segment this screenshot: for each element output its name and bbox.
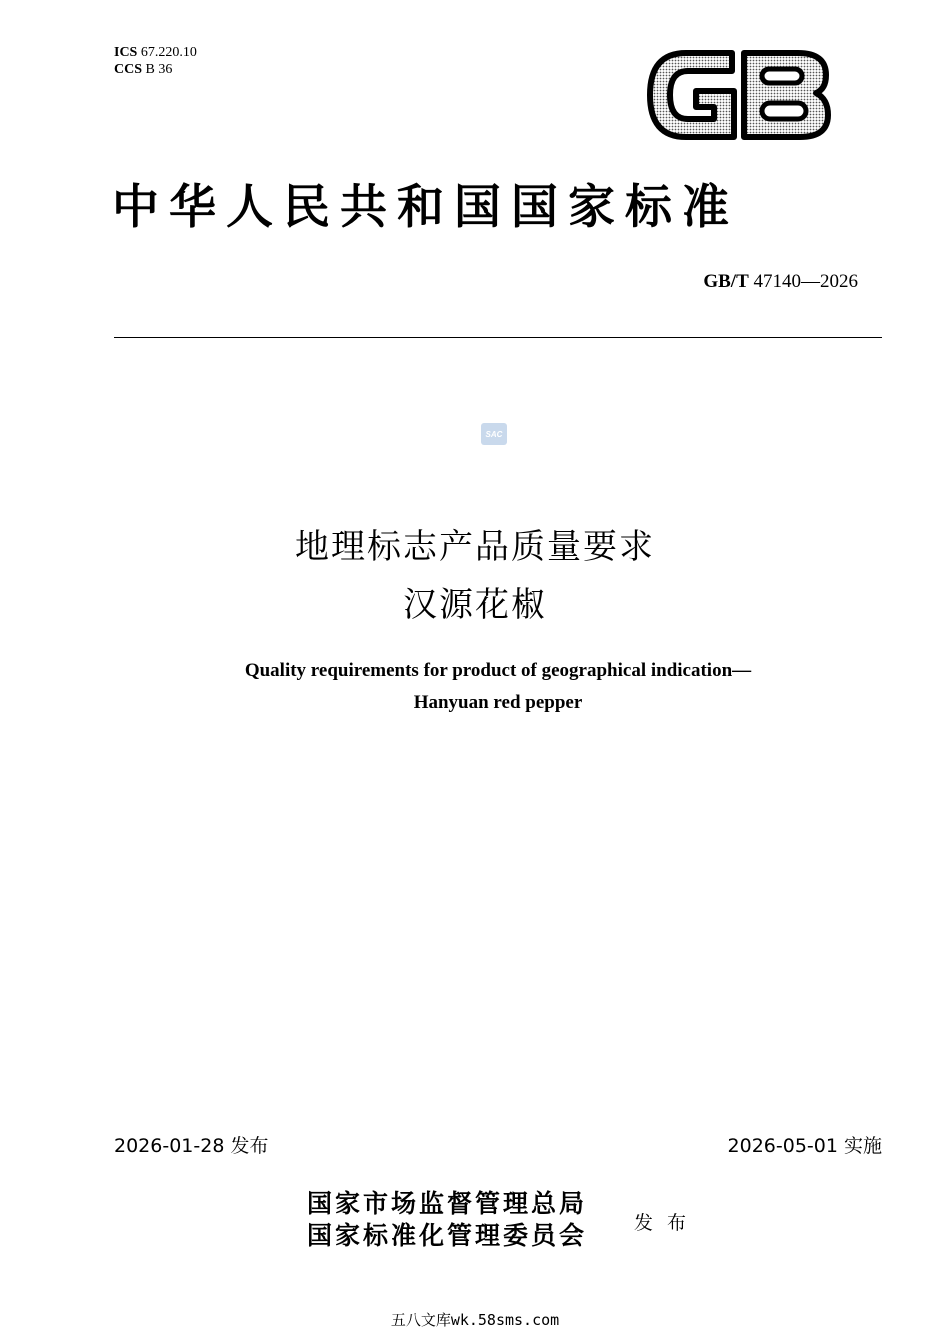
- ics-line: [114, 44, 197, 61]
- title-en-line2: Hanyuan red pepper: [413, 692, 583, 713]
- sac-logo-icon: [480, 422, 508, 446]
- issuer-1: 国家市场监督管理总局: [307, 1189, 588, 1218]
- standard-code: 47140—2026: [753, 271, 858, 292]
- header-divider: [114, 337, 882, 338]
- ics-value: 67.220.10: [140, 45, 197, 60]
- national-standard-title: 中华人民共和国国家标准: [112, 180, 739, 235]
- title-en-line1: Quality requirements for product of geographical indication—: [244, 660, 752, 681]
- issuing-authorities: [307, 1188, 587, 1252]
- title-zh-line1: 地理标志产品质量要求: [295, 527, 655, 567]
- issue-date: 2026-01-28 发布: [114, 1135, 269, 1157]
- issuer-2: 国家标准化管理委员会: [307, 1221, 588, 1250]
- ccs-value: B 36: [145, 62, 173, 77]
- sac-logo-text: SAC: [485, 430, 503, 439]
- footer-watermark: 五八文库wk.58sms.com: [390, 1311, 560, 1329]
- standard-number: [703, 271, 858, 293]
- classification-block: [114, 44, 197, 78]
- ics-label: ICS: [114, 45, 138, 60]
- ccs-label: CCS: [114, 62, 143, 77]
- implementation-date: 2026-05-01 实施: [727, 1135, 882, 1157]
- standard-prefix: GB/T: [703, 271, 749, 292]
- gb-logo-icon: [644, 47, 832, 143]
- issue-verb: 发布: [634, 1212, 701, 1234]
- ccs-line: [114, 61, 197, 78]
- title-zh-line2: 汉源花椒: [403, 585, 547, 625]
